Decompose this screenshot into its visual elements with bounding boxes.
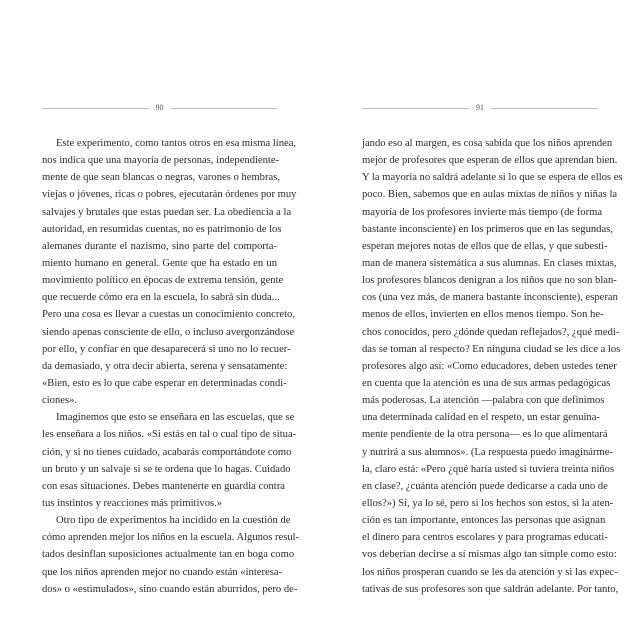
- page-number: 91: [476, 103, 484, 112]
- text-line: Y la mayoría no saldrá adelante si lo que se espera de ellos es: [362, 172, 623, 184]
- text-line: en clase?, ¿cuánta atención puede dedicarse a cada uno de: [362, 480, 608, 492]
- text-line: el dinero para centros escolares y para programas educati-: [362, 532, 608, 544]
- page-header: [362, 103, 598, 113]
- text-line: Este experimento, como tantos otros en esa misma línea,: [56, 138, 297, 149]
- header-rule-left: [42, 108, 149, 109]
- text-line: por ello, y confiar en que desaparecerá si uno no lo recuer-: [42, 343, 291, 355]
- text-line: jando eso al margen, es cosa sabida que los niños aprenden: [362, 138, 613, 149]
- text-line: ción, y si no tienes cuidado, acabarás comportándote como: [42, 446, 292, 458]
- text-line: miento humano en general. Gente que ha estado en un: [42, 257, 277, 269]
- text-line: menos de ellos, invierten en ellos menos tiempo. Son he-: [362, 309, 604, 321]
- text-line: das se toman al respecto? En ninguna ciudad se les dice a los: [362, 343, 621, 355]
- text-line: ellos?») Sí, ya lo sé, pero si los hechos son estos, si la aten-: [362, 497, 614, 509]
- left-page: [42, 0, 300, 640]
- text-line: bastante inconsciente) en los primeros que en las segundas,: [362, 223, 613, 235]
- text-line: cómo aprenden mejor los niños en la escuela. Algunos resul-: [42, 532, 300, 544]
- header-rule-right: [171, 108, 278, 109]
- text-line: salvajes y brutales que estas puedan ser. La obediencia a la: [42, 206, 292, 218]
- text-line: ción es tan importante, entonces las personas que asignan: [362, 515, 606, 527]
- text-line: mente pendiente de la otra persona— es lo que alimentará: [362, 429, 608, 441]
- page-body-text: [42, 135, 300, 598]
- right-page: [362, 0, 623, 640]
- text-line: vos deberían decirse a sí mismas algo tan simple como esto:: [362, 549, 617, 561]
- text-line: una determinada calidad en el respeto, un estar genuina-: [362, 412, 600, 424]
- text-line: esperan mejores notas de ellos que de ellas, y que subesti-: [362, 240, 608, 252]
- text-line: mejor de profesores que esperan de ellos que aprendan bien.: [362, 155, 618, 167]
- text-line: en cuenta que la atención es una de sus armas pedagógicas: [362, 377, 611, 389]
- text-line: nos indica que una mayoría de personas, independiente-: [42, 155, 280, 167]
- text-line: que los niños aprenden mejor no cuando están «interesa-: [42, 566, 283, 578]
- text-line: siendo apenas consciente de ello, o incluso avergonzándose: [42, 326, 295, 338]
- text-line: mayoría de los profesores invierte más tiempo (de forma: [362, 206, 603, 218]
- page-header: [42, 103, 277, 113]
- page-number: 90: [155, 103, 164, 112]
- text-line: la, claro está: «Pero ¿qué haría usted si tuviera treinta niños: [362, 463, 615, 475]
- text-line: autoridad, en resumidas cuentas, no es patrimonio de los: [42, 223, 282, 235]
- text-line: y nutrirá a sus alumnos». (La respuesta puedo imaginárme-: [362, 446, 613, 458]
- text-line: más poderosas. La atención —palabra con que definimos: [362, 395, 605, 407]
- page-body-text: [362, 135, 623, 598]
- text-line: un bruto y un salvaje si se te ordena que lo hagas. Cuidado: [42, 463, 291, 475]
- text-line: los profesores blancos denigran a los niños que no son blan-: [362, 275, 617, 287]
- text-line: profesores algo así: «Como educadores, deben ustedes tener: [362, 360, 617, 372]
- text-line: mente de que sean blancas o negras, varones o hembras,: [42, 172, 280, 184]
- text-line: que recuerde cómo era en la escuela, lo sabrá sin duda...: [42, 292, 280, 304]
- header-rule-right: [491, 108, 598, 109]
- text-line: tativas de sus profesores son que saldrán adelante. Por tanto,: [362, 583, 619, 595]
- text-line: dos» o «estimulados», sino cuando están aburridos, pero de-: [42, 583, 298, 595]
- text-line: da demasiado, y otra decir abierta, serena y sensatamente:: [42, 360, 288, 372]
- text-line: tados desinflan suposiciones actualmente tan en boga como: [42, 549, 295, 561]
- text-line: man de manera sistemática a sus alumnas. En clases mixtas,: [362, 257, 617, 269]
- text-line: cos (una vez más, de manera bastante inconsciente), esperan: [362, 292, 618, 304]
- text-line: movimiento político en épocas de extrema tensión, gente: [42, 275, 284, 287]
- text-line: con esas situaciones. Debes mantenerte en guardia contra: [42, 480, 285, 492]
- header-rule-left: [362, 108, 469, 109]
- text-line: los niños prosperan cuando se les da atención y si las expec-: [362, 566, 618, 578]
- text-line: viejas o jóvenes, ricas o pobres, ejecutarán órdenes por muy: [42, 189, 297, 201]
- text-line: Imaginemos que esto se enseñara en las escuelas, que se: [56, 412, 295, 424]
- text-line: «Bien, esto es lo que cabe esperar en determinadas condi-: [42, 377, 287, 389]
- text-line: poco. Bien, sabemos que en aulas mixtas de niños y niñas la: [362, 189, 618, 201]
- text-line: ciones».: [42, 395, 78, 407]
- text-line: Otro tipo de experimentos ha incidido en la cuestión de: [56, 515, 291, 527]
- text-line: chos conocidos, pero ¿dónde quedan reflejados?, ¿qué medi-: [362, 326, 620, 338]
- text-line: les enseñara a los niños. «Si estás en tal o cual tipo de situa-: [42, 429, 297, 441]
- text-line: Pero una cosa es llevar a cuestas un conocimiento concreto,: [42, 309, 295, 321]
- text-line: alemanes durante el nazismo, sino parte del comporta-: [42, 240, 277, 252]
- text-line: tus instintos y reacciones más primitivos.»: [42, 497, 223, 509]
